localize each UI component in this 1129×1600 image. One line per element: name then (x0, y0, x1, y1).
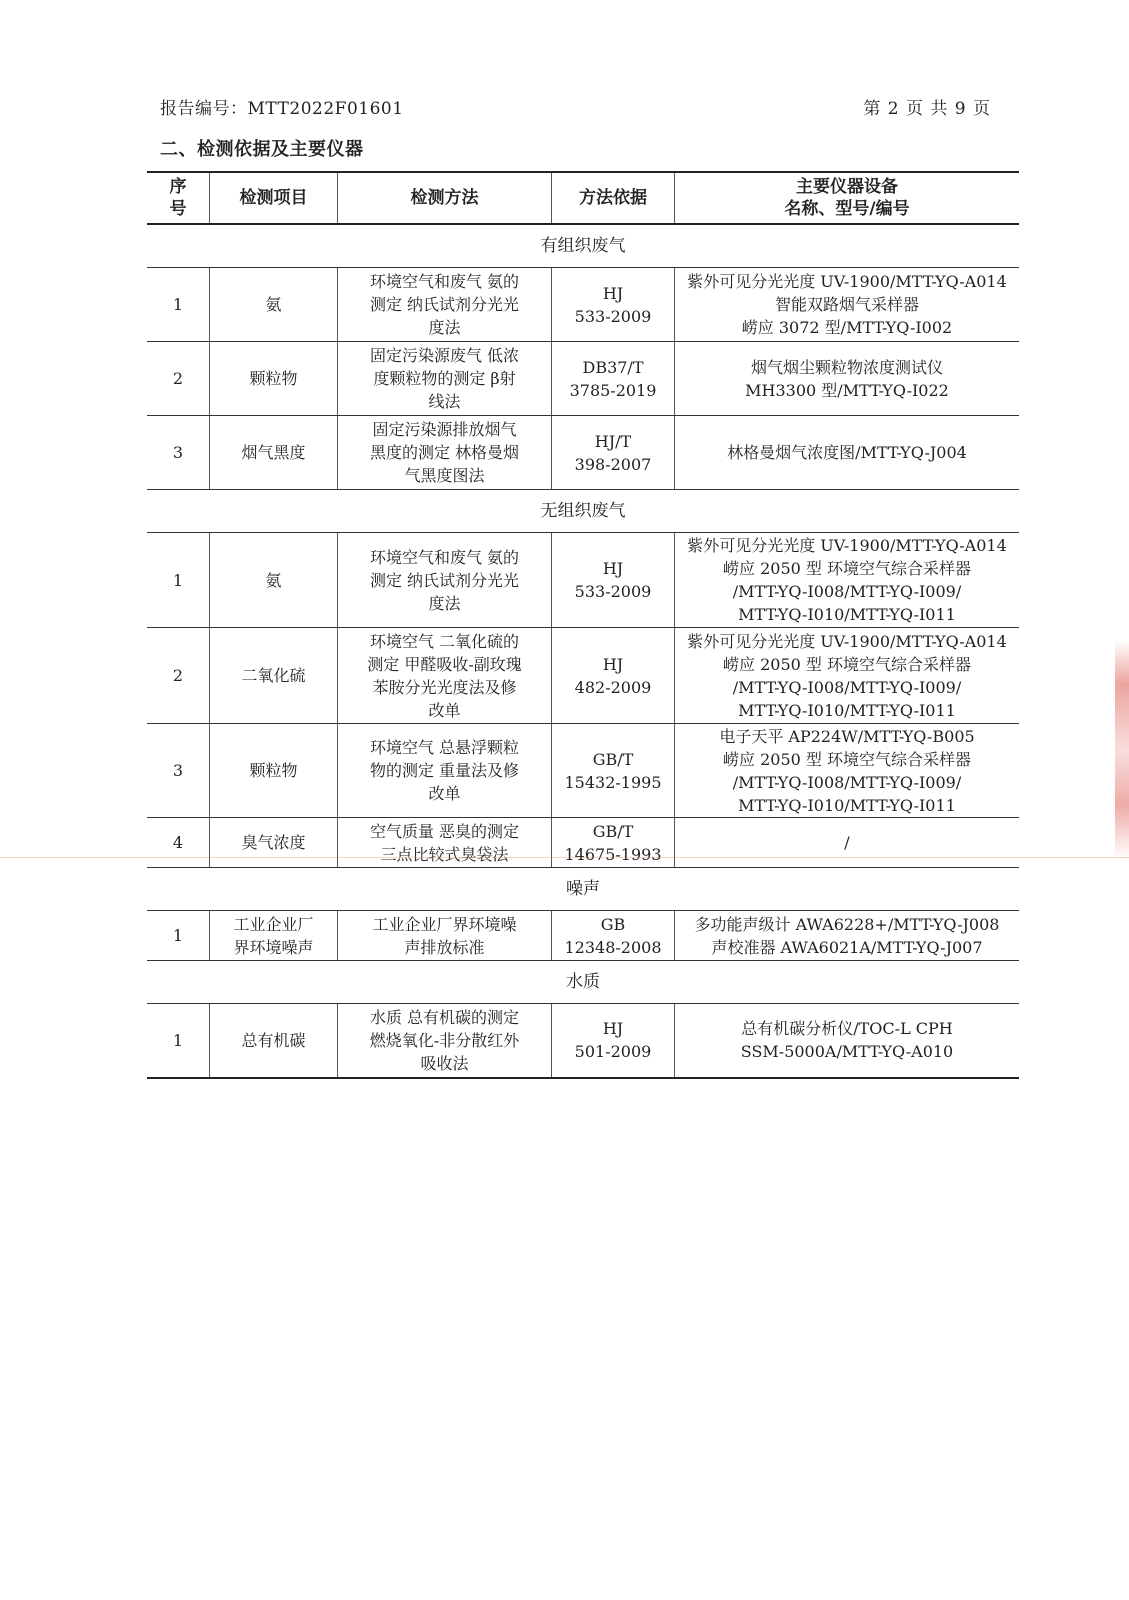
row-number: 3 (147, 416, 210, 490)
column-header-item: 检测项目 (210, 172, 338, 224)
row-number: 3 (147, 724, 210, 818)
row-number: 1 (147, 1004, 210, 1078)
row-item: 臭气浓度 (210, 818, 338, 868)
table-row (147, 911, 1019, 961)
category-label: 无组织废气 (147, 490, 1019, 533)
row-method: 环境空气 二氧化硫的 测定 甲醛吸收-副玫瑰 苯胺分光光度法及修 改单 (338, 628, 552, 724)
row-number: 2 (147, 628, 210, 724)
row-number: 2 (147, 342, 210, 416)
row-item: 二氧化硫 (210, 628, 338, 724)
row-basis: GB/T 15432-1995 (552, 724, 675, 818)
row-basis: GB/T 14675-1993 (552, 818, 675, 868)
row-equipment: 林格曼烟气浓度图/MTT-YQ-J004 (675, 416, 1020, 490)
table-row (147, 724, 1019, 818)
row-number: 4 (147, 818, 210, 868)
row-item: 烟气黑度 (210, 416, 338, 490)
row-method: 环境空气和废气 氨的 测定 纳氏试剂分光光 度法 (338, 533, 552, 628)
row-basis: HJ 482-2009 (552, 628, 675, 724)
row-item: 工业企业厂 界环境噪声 (210, 911, 338, 961)
row-method: 水质 总有机碳的测定 燃烧氧化-非分散红外 吸收法 (338, 1004, 552, 1078)
row-equipment: 总有机碳分析仪/TOC-L CPH SSM-5000A/MTT-YQ-A010 (675, 1004, 1020, 1078)
category-row (147, 868, 1019, 911)
column-header-no: 序 号 (147, 172, 210, 224)
row-method: 固定污染源排放烟气 黑度的测定 林格曼烟 气黑度图法 (338, 416, 552, 490)
section-title: 二、检测依据及主要仪器 (160, 139, 364, 160)
table-row (147, 1004, 1019, 1078)
row-basis: DB37/T 3785-2019 (552, 342, 675, 416)
row-equipment: 电子天平 AP224W/MTT-YQ-B005 崂应 2050 型 环境空气综合采样器 /MTT-YQ-I008/MTT-YQ-I009/ MTT-YQ-I010/MTT-YQ-I011 (675, 724, 1020, 818)
row-equipment: 紫外可见分光光度 UV-1900/MTT-YQ-A014 崂应 2050 型 环境空气综合采样器 /MTT-YQ-I008/MTT-YQ-I009/ MTT-YQ-I010/MTT-YQ-I011 (675, 533, 1020, 628)
row-basis: HJ 501-2009 (552, 1004, 675, 1078)
row-item: 氨 (210, 268, 338, 342)
row-equipment: / (675, 818, 1020, 868)
page-indicator: 第 2 页 共 9 页 (863, 99, 991, 119)
row-number: 1 (147, 268, 210, 342)
row-item: 总有机碳 (210, 1004, 338, 1078)
table-row (147, 342, 1019, 416)
category-row (147, 224, 1019, 268)
report-number: 报告编号：MTT2022F01601 (160, 99, 404, 119)
row-method: 环境空气 总悬浮颗粒 物的测定 重量法及修 改单 (338, 724, 552, 818)
column-header-equipment: 主要仪器设备 名称、型号/编号 (675, 172, 1020, 224)
category-row (147, 490, 1019, 533)
category-label: 噪声 (147, 868, 1019, 911)
row-method: 空气质量 恶臭的测定 三点比较式臭袋法 (338, 818, 552, 868)
scan-fold-line (0, 857, 1129, 858)
table-row (147, 818, 1019, 868)
row-equipment: 紫外可见分光光度 UV-1900/MTT-YQ-A014 崂应 2050 型 环境空气综合采样器 /MTT-YQ-I008/MTT-YQ-I009/ MTT-YQ-I010/MTT-YQ-I011 (675, 628, 1020, 724)
row-basis: HJ 533-2009 (552, 268, 675, 342)
table-row (147, 533, 1019, 628)
column-header-basis: 方法依据 (552, 172, 675, 224)
testing-basis-table (147, 171, 1019, 1079)
seal-stamp-edge (1115, 640, 1129, 860)
row-equipment: 烟气烟尘颗粒物浓度测试仪 MH3300 型/MTT-YQ-I022 (675, 342, 1020, 416)
table-row (147, 628, 1019, 724)
table-header-row (147, 172, 1019, 224)
row-method: 固定污染源废气 低浓 度颗粒物的测定 β射 线法 (338, 342, 552, 416)
row-item: 颗粒物 (210, 342, 338, 416)
column-header-method: 检测方法 (338, 172, 552, 224)
row-method: 环境空气和废气 氨的 测定 纳氏试剂分光光 度法 (338, 268, 552, 342)
row-equipment: 紫外可见分光光度 UV-1900/MTT-YQ-A014 智能双路烟气采样器 崂应 3072 型/MTT-YQ-I002 (675, 268, 1020, 342)
row-basis: HJ 533-2009 (552, 533, 675, 628)
row-method: 工业企业厂界环境噪 声排放标准 (338, 911, 552, 961)
row-item: 颗粒物 (210, 724, 338, 818)
table-row (147, 416, 1019, 490)
category-label: 水质 (147, 961, 1019, 1004)
row-basis: GB 12348-2008 (552, 911, 675, 961)
table-row (147, 268, 1019, 342)
row-item: 氨 (210, 533, 338, 628)
row-number: 1 (147, 533, 210, 628)
row-equipment: 多功能声级计 AWA6228+/MTT-YQ-J008 声校准器 AWA6021A/MTT-YQ-J007 (675, 911, 1020, 961)
category-row (147, 961, 1019, 1004)
row-number: 1 (147, 911, 210, 961)
category-label: 有组织废气 (147, 224, 1019, 268)
row-basis: HJ/T 398-2007 (552, 416, 675, 490)
